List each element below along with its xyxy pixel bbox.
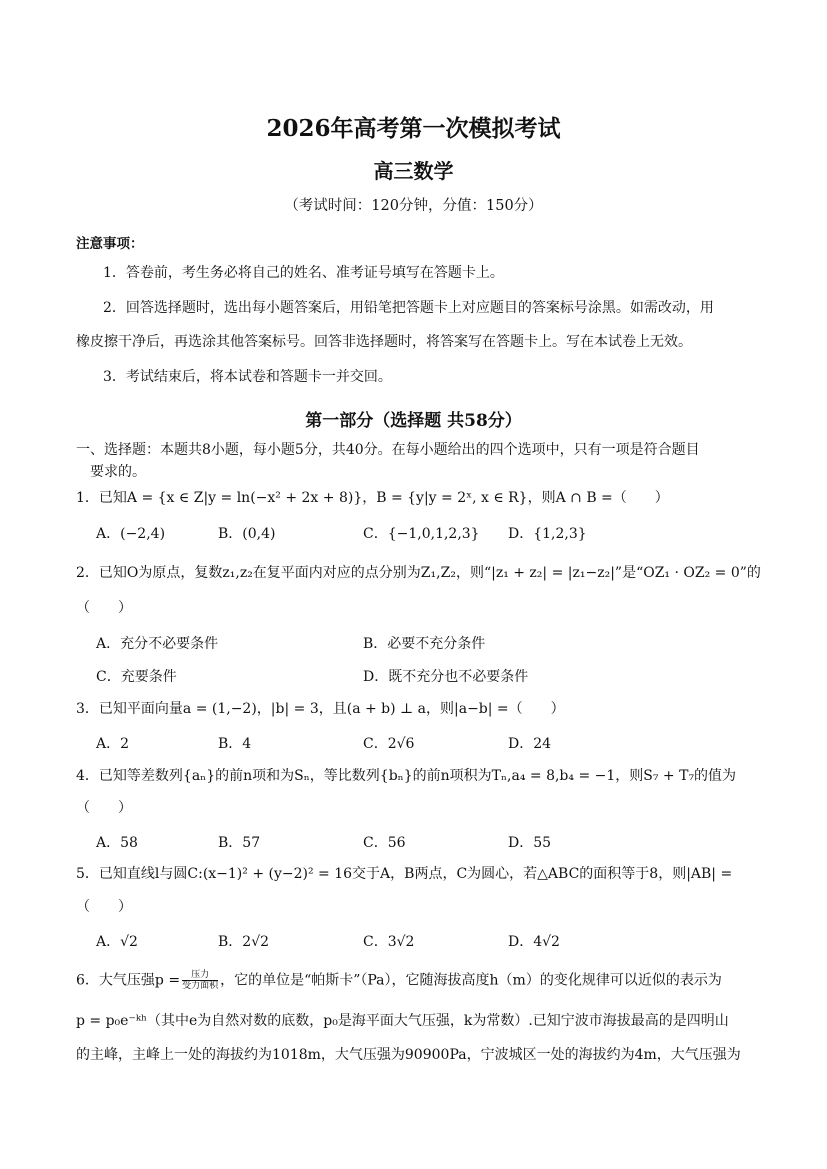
q5-option-b: B．2√2 <box>218 934 270 950</box>
fraction-denominator: 受力面积 <box>182 981 219 991</box>
q5-option-d: D．4√2 <box>508 934 560 950</box>
part1-title: 第一部分（选择题 共58分） <box>305 411 522 431</box>
note-item-2-line2: 橡皮擦干净后，再选涂其他答案标号。回答非选择题时，将答案写在答题卡上。写在本试卷上无效。 <box>76 334 692 350</box>
q4-option-c: C．56 <box>363 835 406 851</box>
note-item-1: 1．答卷前，考生务必将自己的姓名、准考证号填写在答题卡上。 <box>103 265 504 281</box>
q3-option-b: B．4 <box>218 736 252 752</box>
q6-stem-line2: p = p₀e⁻ᵏʰ（其中e为自然对数的底数，p₀是海平面大气压强，k为常数）.已知宁波市海拔最高的是四明山 <box>76 1013 729 1029</box>
q2-option-d: D．既不充分也不必要条件 <box>363 669 529 685</box>
q3-option-d: D．24 <box>508 736 552 752</box>
q4-paren: （ ） <box>76 800 132 816</box>
q1-stem: 1．已知A = {x ∈ Z|y = ln(−x² + 2x + 8)}，B = {y|y = 2ˣ, x ∈ R}，则A ∩ B =（ ） <box>76 490 669 506</box>
note-item-3: 3．考试结束后，将本试卷和答题卡一并交回。 <box>103 369 392 385</box>
q1-option-b: B．(0,4) <box>218 526 276 542</box>
notes-heading: 注意事项： <box>76 236 144 252</box>
q2-option-c: C．充要条件 <box>96 669 177 685</box>
q3-stem: 3．已知平面向量a = (1,−2)，|b| = 3，且(a + b) ⊥ a，则|a−b| =（ ） <box>76 701 565 717</box>
q5-paren: （ ） <box>76 899 132 915</box>
q2-option-b: B．必要不充分条件 <box>363 636 486 652</box>
q1-option-a: A．(−2,4) <box>96 526 166 542</box>
q6-stem-pre: 6．大气压强p = <box>76 972 181 989</box>
exam-info: （考试时间：120分钟，分值：150分） <box>284 198 543 214</box>
q2-paren: （ ） <box>76 600 132 616</box>
q3-option-c: C．2√6 <box>363 736 415 752</box>
q1-option-c: C．{−1,0,1,2,3} <box>363 526 480 542</box>
pressure-fraction <box>182 970 218 991</box>
q4-option-b: B．57 <box>218 835 261 851</box>
q1-option-d: D．{1,2,3} <box>508 526 587 542</box>
q5-stem: 5．已知直线l与圆C:(x−1)² + (y−2)² = 16交于A，B两点，C为圆心，若△ABC的面积等于8，则|AB| = <box>76 866 733 882</box>
q5-option-a: A．√2 <box>96 934 138 950</box>
q3-option-a: A．2 <box>96 736 130 752</box>
q6-stem-post: ，它的单位是“帕斯卡”（Pa），它随海拔高度h（m）的变化规律可以近似的表示为 <box>220 972 722 989</box>
exam-title: 2026年高考第一次模拟考试 <box>266 115 561 142</box>
q6-stem-line3: 的主峰，主峰上一处的海拔约为1018m，大气压强为90900Pa，宁波城区一处的海拔约为4m，大气压强为 <box>76 1047 741 1063</box>
part1-instruction-line1: 一、选择题：本题共8小题，每小题5分，共40分。在每小题给出的四个选项中，只有一项是符合题目 <box>76 442 700 458</box>
q2-stem: 2．已知O为原点，复数z₁,z₂在复平面内对应的点分别为Z₁,Z₂，则“|z₁ + z₂| = |z₁−z₂|”是“OZ₁ · OZ₂ = 0”的 <box>76 565 761 581</box>
fraction-numerator: 压力 <box>182 970 218 981</box>
q5-option-c: C．3√2 <box>363 934 415 950</box>
exam-subject: 高三数学 <box>373 159 454 183</box>
q6-stem-line1 <box>76 970 722 991</box>
q4-option-a: A．58 <box>96 835 138 851</box>
q2-option-a: A．充分不必要条件 <box>96 636 219 652</box>
note-item-2-line1: 2．回答选择题时，选出每小题答案后，用铅笔把答题卡上对应题目的答案标号涂黑。如需改动，用 <box>103 300 714 316</box>
q4-stem: 4．已知等差数列{aₙ}的前n项和为Sₙ，等比数列{bₙ}的前n项积为Tₙ,a₄ = 8,b₄ = −1，则S₇ + T₇的值为 <box>76 768 737 784</box>
part1-instruction-line2: 要求的。 <box>90 464 146 480</box>
q4-option-d: D．55 <box>508 835 552 851</box>
